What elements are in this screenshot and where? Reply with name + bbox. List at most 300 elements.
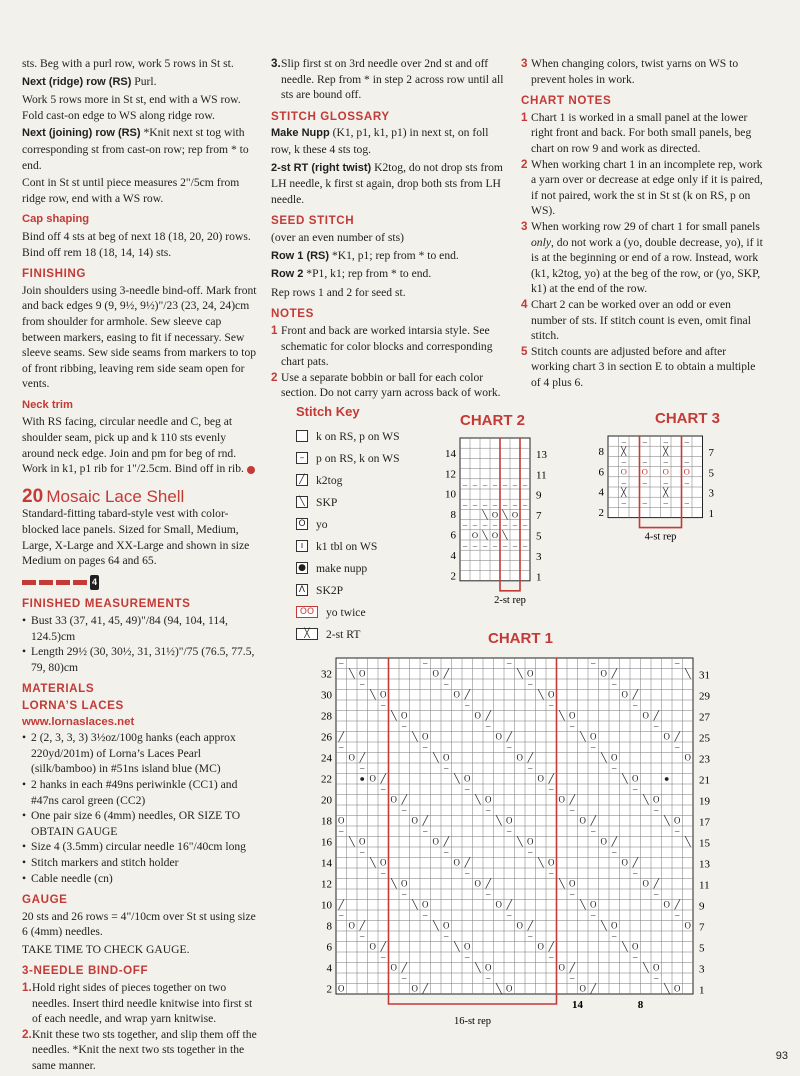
- stitch-symbol-icon: ╳: [296, 628, 318, 640]
- chart-cell-symbol: O: [506, 815, 513, 826]
- chart-cell-symbol: O: [401, 710, 408, 721]
- chart-cell-symbol: ╲: [370, 689, 376, 700]
- chart-cell-symbol: –: [512, 499, 518, 510]
- chart-cell-symbol: ╳: [621, 486, 627, 497]
- chart-cell-symbol: –: [339, 658, 344, 669]
- chart-cell-symbol: ╱: [632, 857, 638, 868]
- chart-cell-symbol: ╱: [674, 899, 680, 910]
- section-heading: CHART NOTES: [521, 94, 612, 108]
- chart-cell-symbol: O: [411, 983, 418, 994]
- section-heading: Cap shaping: [22, 213, 90, 226]
- chart-cell-symbol: O: [632, 773, 639, 784]
- stitch-key-row: [296, 579, 436, 601]
- chart-cell-symbol: –: [465, 700, 470, 711]
- chart-cell-symbol: O: [579, 983, 586, 994]
- chart-cell-symbol: –: [684, 435, 689, 446]
- stitch-symbol-icon: OO: [296, 606, 318, 618]
- chart-cell-symbol: ╱: [359, 920, 365, 931]
- chart-cell-symbol: ╱: [527, 752, 533, 763]
- chart-cell-symbol: ╱: [380, 941, 386, 952]
- chart-cell-symbol: –: [423, 742, 428, 753]
- chart-cell-symbol: O: [611, 752, 618, 763]
- numbered-note: 2 When working chart 1 in an incomplete rep, work a yarn over or decrease at edge only if it is paired, if not paired, work the st in St st (k on RS, p on WS).: [521, 157, 763, 218]
- chart-cell-symbol: ╲: [643, 794, 649, 805]
- chart-cell-symbol: ╱: [506, 731, 512, 742]
- chart-cell-symbol: –: [654, 721, 659, 732]
- chart-cell-symbol: O: [511, 509, 519, 520]
- chart-cell-symbol: –: [360, 847, 365, 858]
- stitch-key-label: k on RS, p on WS: [316, 429, 400, 443]
- chart-cell-symbol: –: [684, 476, 689, 487]
- chart-cell-symbol: –: [642, 435, 647, 446]
- chart-cell-symbol: –: [381, 868, 386, 879]
- chart-cell-symbol: –: [444, 931, 449, 942]
- chart-cell-symbol: –: [423, 826, 428, 837]
- chart-cell-symbol: –: [522, 478, 528, 489]
- chart-cell-symbol: –: [642, 476, 647, 487]
- column-1: [22, 56, 258, 1074]
- chart-cell-symbol: –: [507, 826, 512, 837]
- chart-cell-symbol: –: [621, 497, 626, 508]
- stitch-key-row: [296, 513, 436, 535]
- chart-cell-symbol: –: [684, 456, 689, 467]
- chart-cell-symbol: –: [465, 952, 470, 963]
- chart-cell-symbol: ╱: [527, 920, 533, 931]
- text-para: Make Nupp (K1, p1, k1, p1) in next st, on foll row, k these 4 sts tog.: [271, 126, 489, 156]
- chart-cell-symbol: O: [600, 836, 607, 847]
- chart-cell-symbol: –: [621, 456, 626, 467]
- text-para: Cont in St st until piece measures 2"/5cm from ridge row, end with a WS row.: [22, 176, 240, 205]
- chart-cell-symbol: ╲: [496, 815, 502, 826]
- chart-cell-symbol: –: [675, 910, 680, 921]
- chart-cell-symbol: –: [360, 679, 365, 690]
- chart-cell-symbol: –: [549, 784, 554, 795]
- chart-cell-symbol: –: [612, 931, 617, 942]
- chart-cell-symbol: –: [549, 868, 554, 879]
- chart-cell-symbol: O: [464, 773, 471, 784]
- stitch-key-row: [296, 469, 436, 491]
- row-number-left: 12: [321, 878, 332, 891]
- row-number-right: 9: [699, 900, 705, 913]
- chart-cell-symbol: –: [570, 973, 575, 984]
- chart-cell-symbol: –: [675, 658, 680, 669]
- chart-cell-symbol: ╲: [559, 710, 565, 721]
- chart-cell-symbol: ╱: [590, 815, 596, 826]
- chart-cell-symbol: –: [462, 499, 468, 510]
- chart-cell-symbol: –: [381, 700, 386, 711]
- chart-cell-symbol: ╲: [482, 529, 488, 540]
- stitch-key-row: [296, 623, 436, 645]
- chart-cell-symbol: ╱: [569, 794, 575, 805]
- row-number-right: 19: [699, 795, 710, 808]
- chart-cell-symbol: O: [683, 466, 690, 477]
- chart-cell-symbol: –: [402, 973, 407, 984]
- chart-cell-symbol: ╱: [548, 773, 554, 784]
- chart-cell-symbol: O: [684, 920, 691, 931]
- chart-cell-symbol: O: [516, 752, 523, 763]
- section-heading: 3-NEEDLE BIND-OFF: [22, 964, 149, 978]
- chart-cell-symbol: –: [444, 763, 449, 774]
- chart-cell-symbol: –: [528, 847, 533, 858]
- row-number-left: 24: [321, 752, 332, 765]
- repeat-label: 16-st rep: [453, 1016, 492, 1027]
- text-para: Row 1 (RS) *K1, p1; rep from * to end.: [271, 248, 459, 262]
- chart-cell-symbol: ╲: [349, 836, 355, 847]
- row-number-right: 7: [536, 510, 542, 523]
- chart-cell-symbol: –: [381, 952, 386, 963]
- chart-cell-symbol: –: [502, 539, 508, 550]
- numbered-step: 3. Slip first st on 3rd needle over 2nd st and off needle. Rep from * in step 2 across row until all sts are bound off.: [271, 57, 504, 102]
- stitch-key-label: yo twice: [326, 605, 366, 619]
- chart-cell-symbol: ╲: [433, 920, 439, 931]
- text-para: (over an even number of sts): [271, 230, 404, 244]
- row-number-left: 28: [321, 710, 332, 723]
- chart-cell-symbol: ╲: [349, 668, 355, 679]
- chart-cell-symbol: ╲: [496, 983, 502, 994]
- stitch-symbol-icon: ╲: [296, 496, 308, 508]
- chart-cell-symbol: –: [507, 910, 512, 921]
- chart-cell-symbol: ╱: [611, 836, 617, 847]
- chart-cell-symbol: –: [444, 679, 449, 690]
- stitch-key-label: p on RS, k on WS: [316, 451, 400, 465]
- chart-cell-symbol: O: [390, 794, 397, 805]
- chart-cell-symbol: –: [528, 931, 533, 942]
- stitch-key-label: k2tog: [316, 473, 343, 487]
- chart-cell-symbol: –: [462, 519, 468, 530]
- chart-cell-symbol: O: [558, 962, 565, 973]
- section-heading: GAUGE: [22, 893, 68, 907]
- chart-cell-symbol: ╱: [443, 836, 449, 847]
- row-number-right: 7: [708, 446, 714, 459]
- stitch-key-title: Stitch Key: [296, 404, 360, 419]
- numbered-note: 3 When working row 29 of chart 1 for small panels only, do not work a (yo, double decrease, yo), if it is at the beginning or end of a row. Instead, work (k1, k2tog, yo) at the beg of the row, or (yo, SKP, k1) at the end of the row.: [521, 219, 763, 296]
- chart-cell-symbol: ╳: [663, 486, 669, 497]
- row-number-right: 29: [699, 690, 710, 703]
- section-heading: FINISHED MEASUREMENTS: [22, 597, 191, 611]
- chart-cell-symbol: ╱: [401, 794, 407, 805]
- chart-cell-symbol: O: [411, 815, 418, 826]
- chart-cell-symbol: –: [570, 889, 575, 900]
- repeat-label: 2-st rep: [494, 594, 526, 606]
- chart-cell-symbol: ╲: [601, 752, 607, 763]
- text-para: Row 2 *P1, k1; rep from * to end.: [271, 267, 432, 281]
- chart-cell-symbol: –: [502, 499, 508, 510]
- text-para: 2-st RT (right twist) K2tog, do not drop sts from LH needle, k first st again, drop both sts from LH needle.: [271, 160, 503, 206]
- chart-cell-symbol: ╲: [580, 731, 586, 742]
- chart-cell-symbol: O: [432, 836, 439, 847]
- text-para: sts. Beg with a purl row, work 5 rows in St st.: [22, 57, 234, 70]
- section-heading: FINISHING: [22, 267, 87, 281]
- stitch-key-row: [296, 535, 436, 557]
- chart-cell-symbol: O: [537, 941, 544, 952]
- stitch-symbol-icon: Λ: [296, 584, 308, 596]
- chart-cell-symbol: –: [482, 539, 488, 550]
- chart-cell-symbol: –: [402, 805, 407, 816]
- chart-cell-symbol: O: [453, 857, 460, 868]
- row-number-left: 2: [598, 507, 604, 520]
- stitch-key-row: [296, 447, 436, 469]
- chart-cell-symbol: O: [348, 752, 355, 763]
- chart-cell-symbol: O: [495, 899, 502, 910]
- row-number-right: 11: [699, 879, 710, 892]
- chart-cell-symbol: ╲: [454, 941, 460, 952]
- chart-cell-symbol: –: [663, 476, 668, 487]
- stitch-key-row: [296, 601, 436, 623]
- chart-cell-symbol: –: [465, 868, 470, 879]
- chart-cell-symbol: O: [663, 899, 670, 910]
- chart-cell-symbol: –: [570, 805, 575, 816]
- chart-cell-symbol: O: [548, 689, 555, 700]
- repeat-label: 4-st rep: [644, 531, 677, 543]
- chart-cell-symbol: O: [516, 920, 523, 931]
- chart-cell-symbol: –: [591, 910, 596, 921]
- stitch-symbol-icon: ı: [296, 540, 308, 552]
- section-heading: SEED STITCH: [271, 214, 355, 228]
- chart-cell-symbol: O: [569, 710, 576, 721]
- chart-cell-symbol: –: [482, 499, 488, 510]
- row-number-right: 13: [536, 448, 547, 461]
- row-number-right: 3: [536, 550, 542, 563]
- chart-cell-symbol: O: [471, 529, 479, 540]
- chart-cell-symbol: ●: [359, 773, 365, 784]
- chart-cell-symbol: –: [522, 539, 528, 550]
- row-number-left: 14: [321, 857, 332, 870]
- numbered-step: 1. Hold right sides of pieces together on two needles. Insert third needle knitwise into first st of each needle, and wrap yarn knitwise.: [22, 981, 253, 1026]
- chart-cell-symbol: ╱: [590, 983, 596, 994]
- row-number-right: 15: [699, 837, 710, 850]
- row-number-right: 3: [708, 487, 714, 500]
- chart-cell-symbol: –: [654, 805, 659, 816]
- chart-cell-symbol: –: [591, 826, 596, 837]
- chart-cell-symbol: ╱: [548, 941, 554, 952]
- skill-level-badge: 4: [90, 575, 99, 591]
- chart-cell-symbol: –: [633, 784, 638, 795]
- chart-cell-symbol: O: [611, 920, 618, 931]
- chart-cell-symbol: ●: [664, 773, 670, 784]
- chart-cell-symbol: O: [537, 773, 544, 784]
- skill-level-indicator: [22, 575, 258, 591]
- chart-cell-symbol: –: [492, 499, 498, 510]
- chart-cell-symbol: ╱: [506, 899, 512, 910]
- chart-cell-symbol: O: [642, 878, 649, 889]
- chart-cell-symbol: O: [579, 815, 586, 826]
- chart-cell-symbol: ╲: [391, 878, 397, 889]
- chart-cell-symbol: ╲: [643, 962, 649, 973]
- chart-cell-symbol: ╲: [685, 836, 691, 847]
- chart-cell-symbol: O: [348, 920, 355, 931]
- chart-cell-symbol: –: [675, 826, 680, 837]
- row-number-left: 8: [326, 920, 332, 933]
- chart-cell-symbol: ╱: [632, 689, 638, 700]
- chart-cell-symbol: –: [663, 456, 668, 467]
- row-number-right: 1: [708, 508, 714, 521]
- text-para: Next (ridge) row (RS) Purl.: [22, 74, 157, 88]
- chart-cell-symbol: ╳: [621, 446, 627, 457]
- chart-cell-symbol: –: [663, 497, 668, 508]
- row-number-right: 13: [699, 858, 710, 871]
- chart-cell-symbol: –: [528, 679, 533, 690]
- stitch-key-label: k1 tbl on WS: [316, 539, 378, 553]
- chart-cell-symbol: O: [401, 878, 408, 889]
- chart-cell-symbol: O: [495, 731, 502, 742]
- chart-cell-symbol: O: [674, 815, 681, 826]
- chart-cell-symbol: O: [548, 857, 555, 868]
- chart-cell-symbol: –: [591, 658, 596, 669]
- chart-cell-symbol: O: [443, 920, 450, 931]
- chart-cell-symbol: –: [642, 497, 647, 508]
- chart-cell-symbol: –: [360, 763, 365, 774]
- row-number-right: 5: [708, 467, 714, 480]
- row-number-left: 4: [326, 962, 332, 975]
- section-heading: MATERIALS: [22, 682, 95, 696]
- list-item: • Bust 33 (37, 41, 45, 49)"/84 (94, 104, 114, 124.5)cm: [22, 614, 228, 643]
- row-number-left: 6: [326, 941, 332, 954]
- chart-cell-symbol: ╱: [443, 668, 449, 679]
- chart-cell-symbol: O: [663, 731, 670, 742]
- pattern-title: 20 Mosaic Lace Shell: [22, 485, 185, 507]
- row-number-right: 5: [699, 942, 705, 955]
- chart-cell-symbol: O: [641, 466, 648, 477]
- row-number-right: 9: [536, 489, 542, 502]
- stitch-key-row: [296, 491, 436, 513]
- row-number-right: 27: [699, 711, 710, 724]
- chart-cell-symbol: –: [591, 742, 596, 753]
- chart-cell-symbol: O: [569, 878, 576, 889]
- chart-cell-symbol: ╲: [412, 731, 418, 742]
- row-number-right: 17: [699, 816, 710, 829]
- chart-cell-symbol: O: [338, 815, 345, 826]
- chart-cell-symbol: –: [663, 435, 668, 446]
- row-number-left: 2: [450, 570, 456, 583]
- row-number-right: 7: [699, 921, 705, 934]
- chart-cell-symbol: O: [621, 857, 628, 868]
- chart-cell-symbol: O: [485, 794, 492, 805]
- row-number-left: 10: [321, 899, 332, 912]
- chart-cell-symbol: ╳: [663, 446, 669, 457]
- text-para: 20 sts and 26 rows = 4"/10cm over St st using size 6 (4mm) needles.: [22, 909, 256, 939]
- section-heading: NOTES: [271, 307, 314, 321]
- chart-cell-symbol: ╲: [685, 668, 691, 679]
- numbered-note: 3 When changing colors, twist yarns on WS to prevent holes in work.: [521, 57, 739, 86]
- stitch-symbol-icon: –: [296, 452, 308, 464]
- text-para: Bind off 4 sts at beg of next 18 (18, 20, 20) rows. Bind off rem 18 (18, 14, 14) sts.: [22, 229, 251, 259]
- chart2-title: CHART 2: [460, 412, 526, 429]
- chart-cell-symbol: –: [486, 973, 491, 984]
- row-number-left: 2: [326, 983, 332, 996]
- row-number-left: 4: [450, 549, 456, 562]
- text-para: Join shoulders using 3-needle bind-off. Mark front and back edges 9 (9, 9½, 9½)"/23 (23, 24, 24)cm from shoulder for armhole. Sew sleeve cap between markers, easing to fit if necessary. Sew sleeve seams. Sew side seams from markers to top of front ribbing, leaving rem side seam open for vents.: [22, 283, 257, 391]
- chart-cell-symbol: –: [339, 742, 344, 753]
- row-number-left: 32: [321, 668, 332, 681]
- chart-cell-symbol: ╱: [653, 710, 659, 721]
- chart-cell-symbol: ╱: [569, 962, 575, 973]
- chart-cell-symbol: ╱: [674, 731, 680, 742]
- chart-cell-symbol: –: [482, 519, 488, 530]
- text-para: Rep rows 1 and 2 for seed st.: [271, 285, 406, 299]
- chart-cell-symbol: O: [369, 941, 376, 952]
- company-link[interactable]: www.lornaslaces.net: [22, 715, 135, 728]
- chart-cell-symbol: O: [653, 794, 660, 805]
- chart-cell-symbol: –: [465, 784, 470, 795]
- chart-cell-symbol: O: [453, 689, 460, 700]
- list-item: • 2 (2, 3, 3, 3) 3½oz/100g hanks (each approx 220yd/201m) of Lorna’s Laces Pearl (silk/bamboo) in #51ns island blue (MC): [22, 731, 236, 776]
- row-number-left: 12: [445, 468, 456, 481]
- row-number-right: 21: [699, 774, 710, 787]
- chart-cell-symbol: –: [528, 763, 533, 774]
- chart-cell-symbol: ╲: [664, 983, 670, 994]
- chart-cell-symbol: –: [492, 478, 498, 489]
- chart-cell-symbol: ╱: [338, 899, 344, 910]
- chart-cell-symbol: –: [472, 519, 478, 530]
- chart-cell-symbol: –: [633, 700, 638, 711]
- row-number-left: 6: [450, 529, 456, 542]
- chart-cell-symbol: ╲: [502, 529, 508, 540]
- stitch-symbol-icon: O: [296, 518, 308, 530]
- chart-cell-symbol: O: [491, 529, 499, 540]
- row-number-right: 3: [699, 963, 705, 976]
- chart-cell-symbol: ╲: [391, 710, 397, 721]
- chart-cell-symbol: O: [432, 668, 439, 679]
- chart-cell-symbol: –: [486, 805, 491, 816]
- chart-cell-symbol: ╱: [485, 710, 491, 721]
- text-para: TAKE TIME TO CHECK GAUGE.: [22, 942, 190, 956]
- chart1-grid: [306, 650, 726, 1030]
- chart-cell-symbol: O: [684, 752, 691, 763]
- stitch-key: [296, 404, 436, 645]
- chart-cell-symbol: O: [380, 689, 387, 700]
- chart-cell-symbol: ╲: [517, 836, 523, 847]
- stitch-key-row: [296, 557, 436, 579]
- chart-cell-symbol: ╱: [422, 815, 428, 826]
- chart-cell-symbol: O: [369, 773, 376, 784]
- numbered-note: 1 Chart 1 is worked in a small panel at the lower right front and back. For both small panels, beg chart on row 9 and work as directed.: [521, 110, 752, 155]
- chart-cell-symbol: ╲: [502, 509, 508, 520]
- page-number: 93: [775, 1050, 788, 1062]
- chart-cell-symbol: –: [612, 847, 617, 858]
- chart-cell-symbol: –: [654, 973, 659, 984]
- chart-cell-symbol: ╲: [538, 689, 544, 700]
- chart-cell-symbol: –: [512, 519, 518, 530]
- row-number-left: 26: [321, 731, 332, 744]
- chart-cell-symbol: ╲: [475, 794, 481, 805]
- chart-cell-symbol: –: [502, 519, 508, 530]
- chart-cell-symbol: –: [633, 952, 638, 963]
- row-number-right: 1: [699, 984, 705, 997]
- chart-cell-symbol: –: [492, 539, 498, 550]
- numbered-note: 1 Front and back are worked intarsia style. See schematic for color blocks and corresponding chart pats.: [271, 323, 493, 369]
- chart-cell-symbol: O: [474, 710, 481, 721]
- row-number-left: 22: [321, 773, 332, 786]
- chart-cell-symbol: –: [507, 658, 512, 669]
- chart-cell-symbol: O: [632, 941, 639, 952]
- stitch-count-label: 14: [572, 999, 583, 1011]
- stitch-count-label: 8: [637, 999, 644, 1011]
- chart-cell-symbol: O: [620, 466, 627, 477]
- chart-cell-symbol: O: [590, 899, 597, 910]
- chart-cell-symbol: O: [464, 941, 471, 952]
- numbered-note: 5 Stitch counts are adjusted before and after working chart 3 in section E to obtain a multiple of 4 plus 6.: [521, 344, 756, 389]
- chart-cell-symbol: –: [462, 478, 468, 489]
- chart-cell-symbol: –: [684, 497, 689, 508]
- numbered-step: 2. Knit these two sts together, and slip them off the needles. *Knit the next two sts together in the same manner.: [22, 1027, 257, 1073]
- row-number-left: 18: [321, 815, 332, 828]
- chart-cell-symbol: ╲: [433, 752, 439, 763]
- chart-cell-symbol: ╲: [559, 878, 565, 889]
- chart-cell-symbol: –: [339, 826, 344, 837]
- chart-cell-symbol: ╲: [622, 773, 628, 784]
- chart-cell-symbol: ╲: [517, 668, 523, 679]
- chart-cell-symbol: ╱: [464, 689, 470, 700]
